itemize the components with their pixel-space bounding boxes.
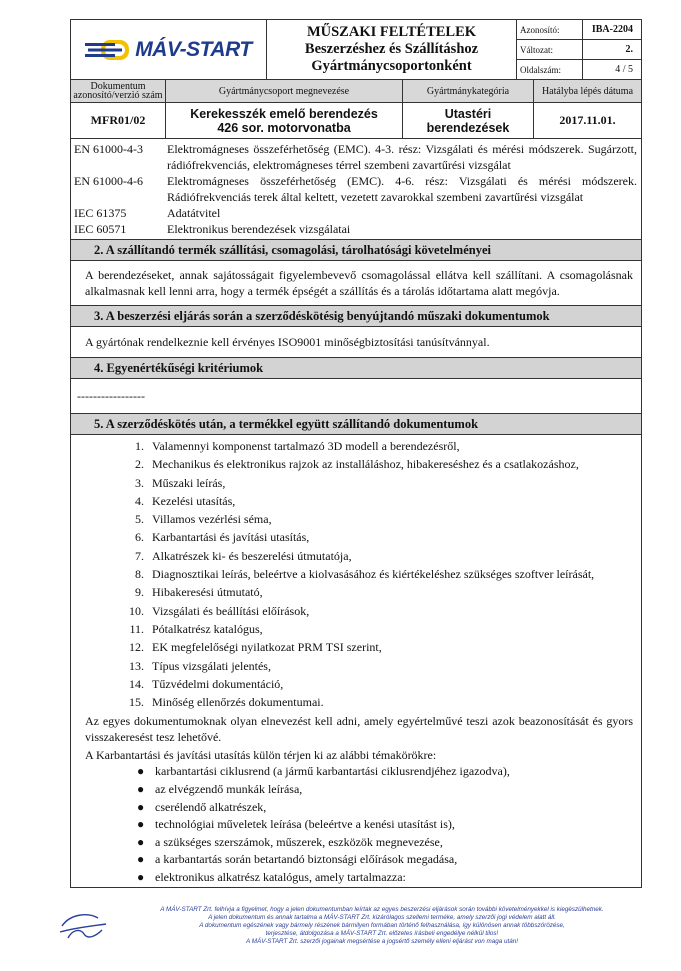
title-line-3: Gyártmánycsoportonként bbox=[311, 58, 472, 74]
list-item: ● karbantartási ciklusrend (a jármű karbantartási ciklusrendjéhez igazodva), bbox=[137, 764, 510, 779]
title-line-1: MŰSZAKI FELTÉTELEK bbox=[306, 24, 477, 40]
section-2-text: A berendezéseket, annak sajátosságait figyelembevevő csomagolással ellátva kell szállítani. A csomagolásnak alkalmasnak kell lenni arra, hogy a termék épségét a szállítás és a tárolás időtartama alatt megóvja. bbox=[85, 268, 633, 298]
section-5-heading: 5. A szerződéskötés után, a termékkel együtt szállítandó dokumentumok bbox=[71, 413, 641, 435]
maintenance-topics-list bbox=[71, 763, 641, 886]
footer-line: A dokumentum egészének vagy bármely részének bármilyen formában történő felhasználása, így különösen annak többszörözése, bbox=[199, 922, 565, 929]
document-header bbox=[70, 19, 642, 80]
mav-start-logo bbox=[71, 37, 266, 63]
footer-line: A MÁV-START Zrt. felhívja a figyelmet, hogy a jelen dokumentumban leírtak az egyes beszerzési eljárások során további követelményekkel is kiegészülhetnek. bbox=[160, 906, 604, 913]
list-item: 15. Minőség ellenőrzés dokumentumai. bbox=[129, 695, 324, 710]
oldalszam-value: 4 / 5 bbox=[583, 60, 642, 80]
list-item: 9. Hibakeresési útmutató, bbox=[135, 585, 263, 600]
document-footer bbox=[58, 906, 648, 948]
standard-desc: Elektromágneses összeférhetőség (EMC). 4-3. rész: Vizsgálati és mérési módszerek. Sugárzott, rádiófrekvenciás, elektromágneses térrel szembeni zavartűrési vizsgálat bbox=[167, 142, 637, 172]
category-line-2: berendezések bbox=[426, 120, 510, 135]
list-item: 7. Alkatrészek ki- és beszerelési útmutatója, bbox=[135, 548, 352, 563]
section-4-heading: 4. Egyenértékűségi kritériumok bbox=[71, 357, 641, 379]
col-doc-id-header: Dokumentum azonosító/verzió szám bbox=[71, 80, 166, 103]
oldalszam-label: Oldalszám: bbox=[517, 60, 583, 80]
footer-line: A jelen dokumentum és annak tartalma a MÁV-START Zrt. kizárólagos szellemi terméke, amely szerzői jogi védelem alatt áll. bbox=[208, 914, 556, 921]
group-name-value bbox=[166, 103, 403, 139]
standard-row bbox=[71, 205, 641, 221]
standards-list bbox=[71, 139, 641, 239]
list-item: ● az elvégzendő munkák leírása, bbox=[137, 782, 303, 797]
list-item: ● cserélendő alkatrészek, bbox=[137, 799, 267, 814]
standard-code: IEC 60571 bbox=[74, 222, 127, 236]
footer-line: A MÁV-START Zrt. szerzői jogainak megsértése a jogsértő személy elleni eljárást von maga után! bbox=[246, 938, 518, 945]
maintenance-intro: A Karbantartási és javítási utasítás külön térjen ki az alábbi témakörökre: bbox=[85, 748, 437, 763]
mav-logo-emblem-icon bbox=[85, 37, 131, 63]
list-item: 4. Kezelési utasítás, bbox=[135, 493, 236, 508]
effective-date-value: 2017.11.01. bbox=[534, 103, 642, 139]
list-item: 3. Műszaki leírás, bbox=[135, 475, 226, 490]
list-item: ● a szükséges szerszámok, műszerek, eszközök megnevezése, bbox=[137, 834, 443, 849]
logo-text: MÁV-START bbox=[135, 37, 252, 61]
group-name-line-1: Kerekesszék emelő berendezés bbox=[190, 106, 378, 121]
document-body bbox=[70, 139, 642, 888]
section-5-after-text: Az egyes dokumentumoknak olyan elnevezést kell adni, amely egyértelművé teszi azok beazonosítását és gyors visszakeresést tesz lehetővé. bbox=[85, 714, 633, 745]
list-item: 5. Villamos vezérlési séma, bbox=[135, 512, 272, 527]
section-3-heading: 3. A beszerzési eljárás során a szerződéskötésig benyújtandó műszaki dokumentumok bbox=[71, 305, 641, 327]
title-line-2: Beszerzéshez és Szállításhoz bbox=[304, 41, 479, 57]
col-category-header: Gyártmánykategória bbox=[403, 80, 534, 103]
col-effective-header: Hatályba lépés dátuma bbox=[534, 80, 642, 103]
footer-line: terjesztése, átdolgozása a MÁV-START Zrt. előzetes írásbeli engedélye nélkül tilos! bbox=[265, 930, 499, 937]
list-item: 12. EK megfelelőségi nyilatkozat PRM TSI szerint, bbox=[129, 640, 382, 655]
category-value bbox=[403, 103, 534, 139]
list-item: ● elektronikus alkatrész katalógus, amely tartalmazza: bbox=[137, 870, 406, 885]
standard-desc: Elektronikus berendezések vizsgálatai bbox=[167, 222, 351, 236]
list-item: 2. Mechanikus és elektronikus rajzok az installáláshoz, hibakereséshez és a csatlakozáshoz, bbox=[135, 457, 579, 472]
azonosito-value: IBA-2204 bbox=[583, 20, 642, 40]
standard-row bbox=[71, 221, 641, 237]
list-item: 8. Diagnosztikai leírás, beleértve a kiolvasásához és kiértékeléshez szükséges szoftver leírását, bbox=[135, 567, 595, 582]
standard-code: EN 61000-4-3 bbox=[74, 142, 143, 156]
standard-desc: Adatátvitel bbox=[167, 206, 221, 220]
deliverable-documents-list bbox=[71, 435, 641, 711]
valtozat-value: 2. bbox=[583, 40, 642, 60]
list-item: 1. Valamennyi komponenst tartalmazó 3D modell a berendezésről, bbox=[135, 439, 460, 453]
doc-id-value: MFR01/02 bbox=[71, 103, 166, 139]
standard-row bbox=[71, 173, 641, 205]
standard-code: EN 61000-4-6 bbox=[74, 174, 143, 188]
logo-cell bbox=[71, 20, 267, 80]
section-2-heading: 2. A szállítandó termék szállítási, csomagolási, tárolhatósági követelményei bbox=[71, 239, 641, 261]
standard-code: IEC 61375 bbox=[74, 206, 127, 220]
group-name-line-2: 426 sor. motorvonatba bbox=[217, 120, 351, 135]
footer-notice bbox=[112, 906, 652, 946]
col-group-name-header: Gyártmánycsoport megnevezése bbox=[166, 80, 403, 103]
standard-row bbox=[71, 141, 641, 173]
section-3-text: A gyártónak rendelkeznie kell érvényes ISO9001 minőségbiztosítási tanúsítvánnyal. bbox=[85, 335, 490, 349]
list-item: 11. Pótalkatrész katalógus, bbox=[129, 621, 263, 636]
list-item: ● technológiai műveletek leírása (beleértve a kenési utasítást is), bbox=[137, 817, 455, 832]
product-group-table bbox=[70, 79, 642, 139]
section-4-text: ----------------- bbox=[77, 389, 145, 403]
list-item: ● a karbantartás során betartandó biztonsági előírások megadása, bbox=[137, 852, 458, 867]
category-line-1: Utastéri bbox=[444, 106, 492, 121]
signature-mark-icon bbox=[58, 908, 110, 944]
list-item: 6. Karbantartási és javítási utasítás, bbox=[135, 530, 310, 545]
title-cell bbox=[267, 20, 517, 80]
document-page bbox=[70, 19, 642, 888]
valtozat-label: Változat: bbox=[517, 40, 583, 60]
list-item: 13. Típus vizsgálati jelentés, bbox=[129, 658, 271, 673]
azonosito-label: Azonosító: bbox=[517, 20, 583, 40]
list-item: 14. Tűzvédelmi dokumentáció, bbox=[129, 676, 284, 691]
list-item: 10. Vizsgálati és beállítási előírások, bbox=[129, 603, 310, 618]
standard-desc: Elektromágneses összeférhetőség (EMC). 4-6. rész: Vizsgálati és mérési módszerek. Rádiófrekvenciás terek által keltett, vezetett zavarokkal szembeni zavartűrési vizsgálat bbox=[167, 174, 637, 204]
